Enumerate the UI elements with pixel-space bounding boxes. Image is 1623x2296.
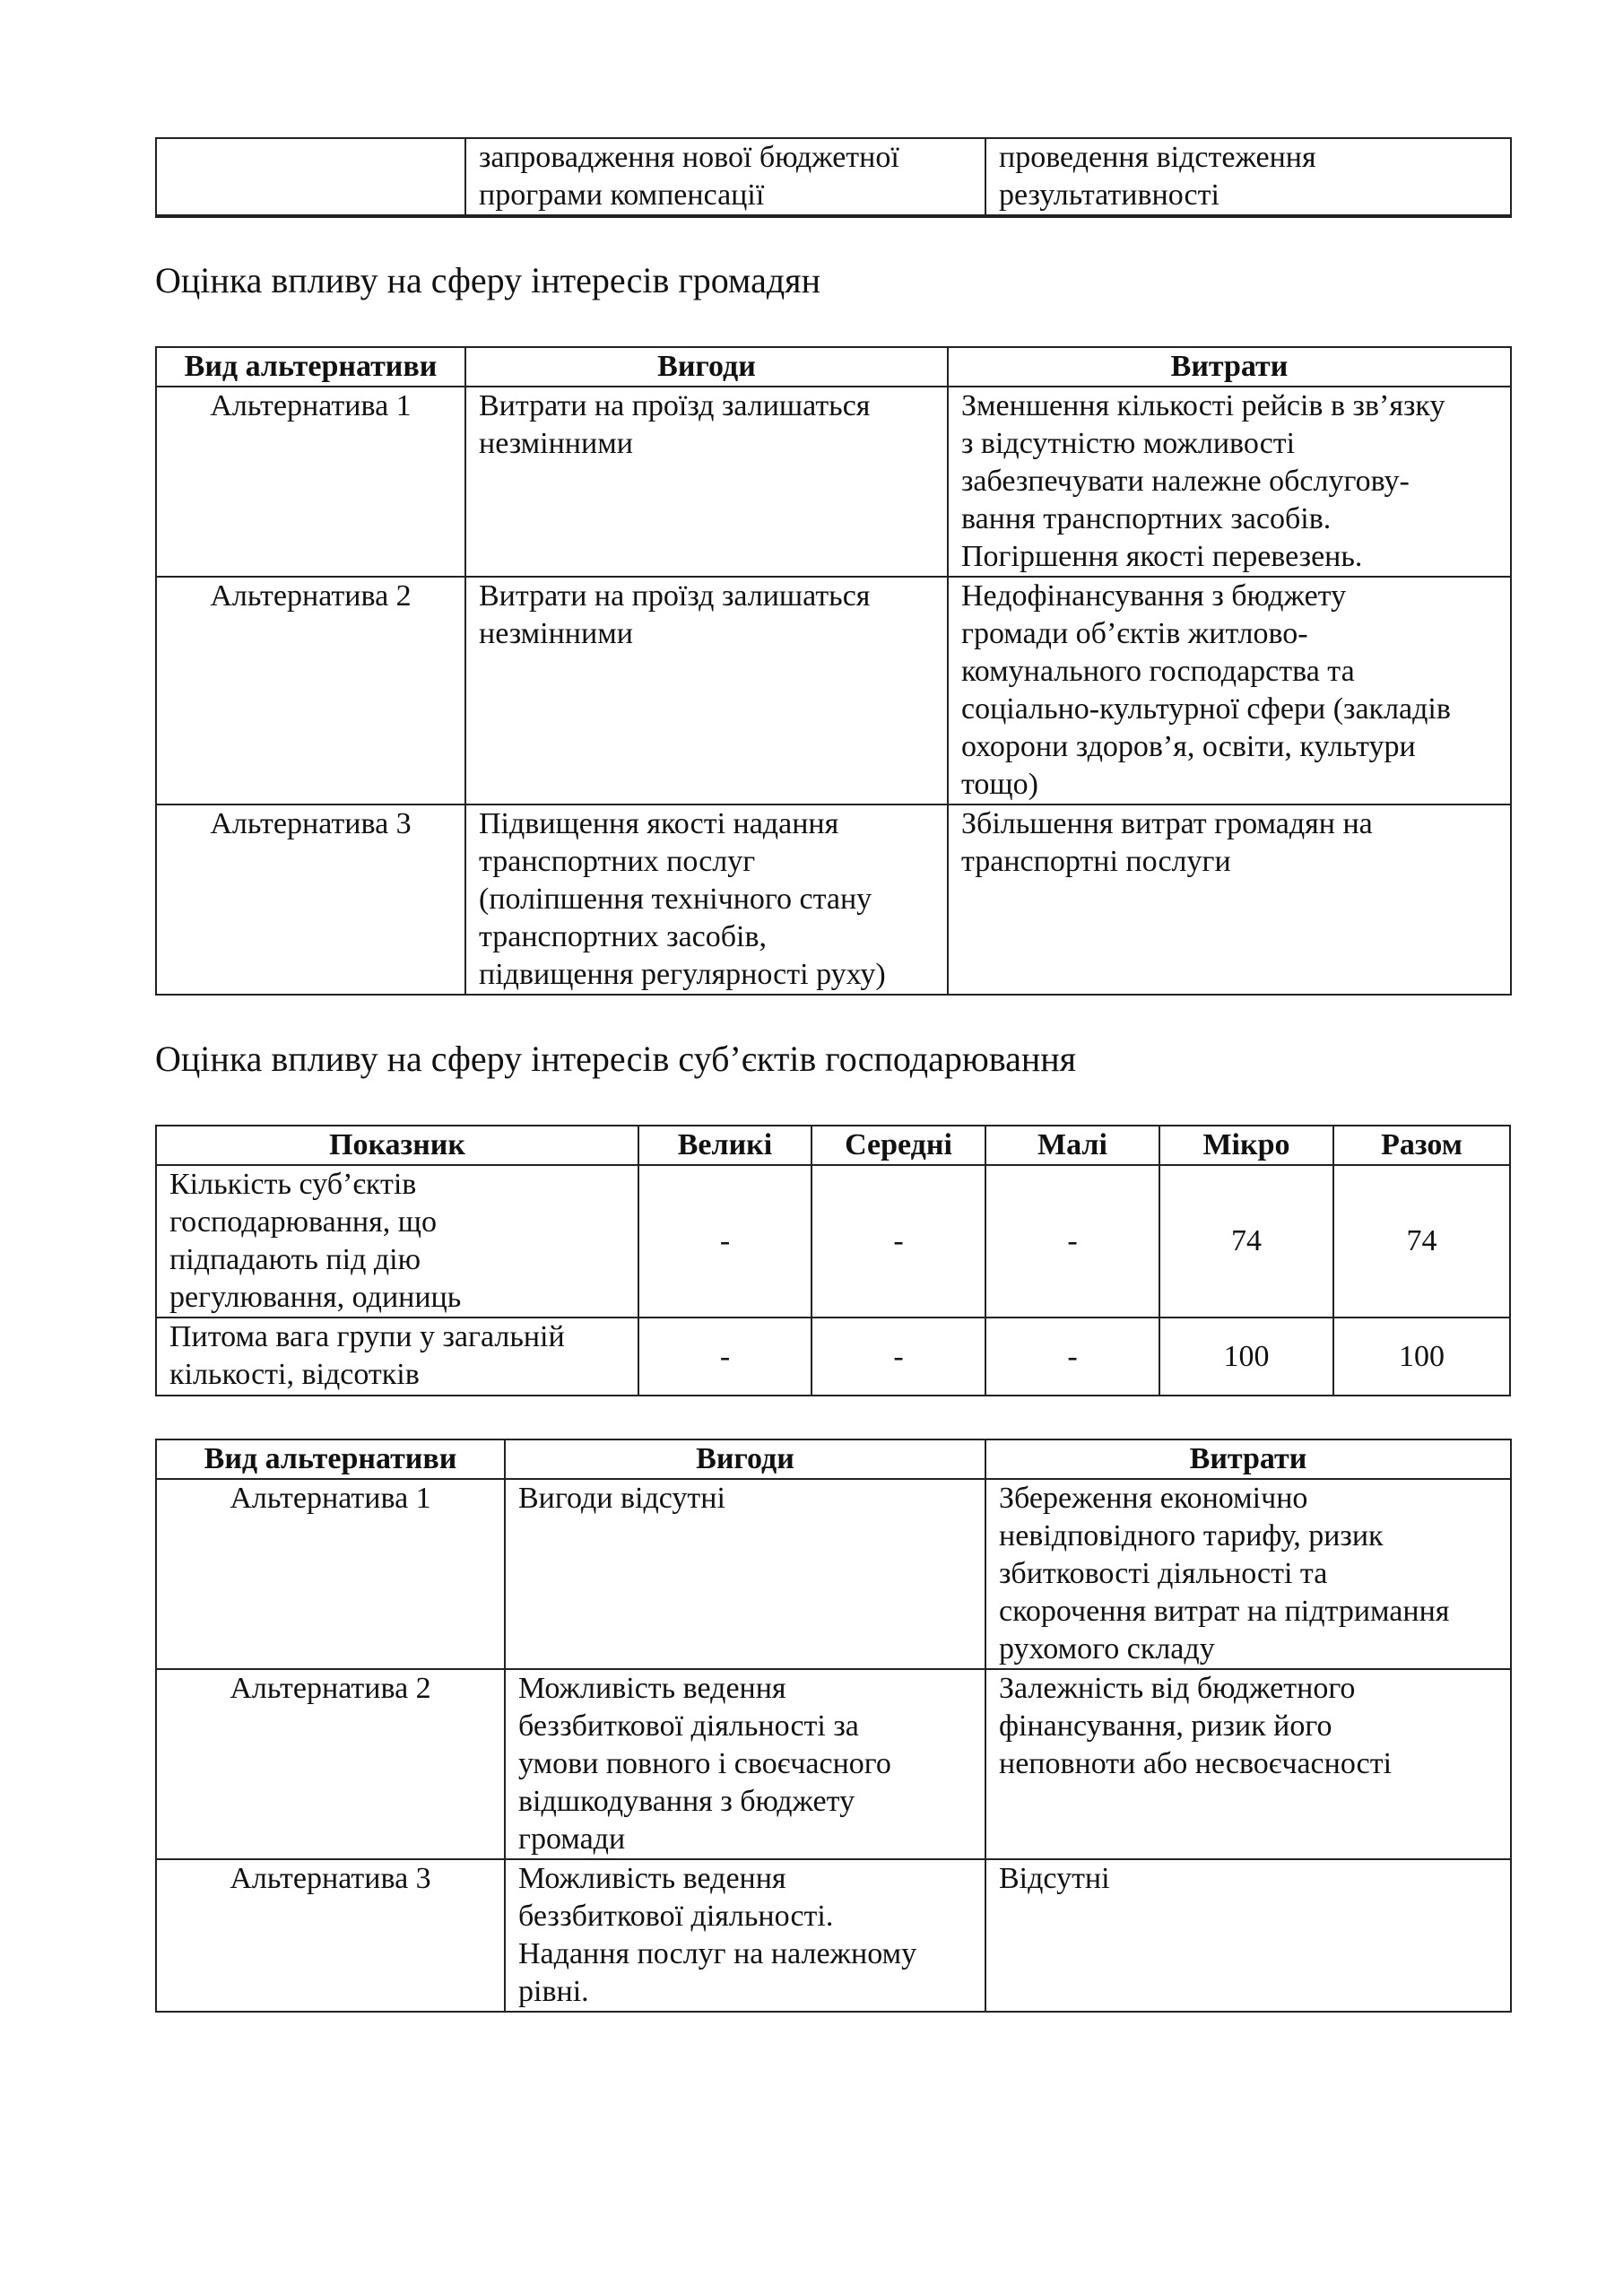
alternative-label: Альтернатива 2 [156, 577, 465, 804]
cell-text: соціально-культурної сфери (закладів [961, 692, 1451, 726]
cell-text: кількості, відсотків [169, 1358, 420, 1391]
header-total: Разом [1333, 1126, 1510, 1165]
business-impact-table [155, 1439, 1512, 2013]
value-micro: 74 [1159, 1165, 1333, 1318]
value-medium: - [812, 1318, 985, 1396]
cell-text: транспортних засобів, [479, 920, 768, 953]
value-small: - [985, 1165, 1159, 1318]
benefits-cell [465, 387, 948, 577]
cell-text: фінансування, ризик його [999, 1709, 1332, 1743]
table-row [156, 138, 1511, 216]
table-row [156, 1318, 1510, 1396]
table-row [156, 1479, 1511, 1669]
cell-text: Вигоди відсутні [518, 1482, 725, 1515]
table-header-row [156, 1126, 1510, 1165]
cell-text: (поліпшення технічного стану [479, 883, 872, 916]
header-alternative-type: Вид альтернативи [156, 1439, 505, 1479]
cell-text: беззбиткової діяльності за [518, 1709, 859, 1743]
header-indicator: Показник [156, 1126, 638, 1165]
benefits-cell [465, 577, 948, 804]
cell-text: проведення відстеження [999, 141, 1316, 174]
value-micro: 100 [1159, 1318, 1333, 1396]
cell-text: Кількість суб’єктів [169, 1168, 417, 1201]
benefits-cell [505, 1669, 985, 1859]
header-costs: Витрати [948, 347, 1511, 387]
cell-text: беззбиткової діяльності. [518, 1900, 834, 1933]
header-large: Великі [638, 1126, 812, 1165]
section-heading-citizens: Оцінка впливу на сферу інтересів громадян [155, 260, 820, 300]
value-small: - [985, 1318, 1159, 1396]
cell-text: Зменшення кількості рейсів в зв’язку [961, 389, 1445, 422]
benefits-cell [505, 1859, 985, 2012]
table-header-row [156, 347, 1511, 387]
header-medium: Середні [812, 1126, 985, 1165]
cell-text: Залежність від бюджетного [999, 1672, 1356, 1705]
cell-text: умови повного і своєчасного [518, 1747, 891, 1780]
cell-text: Збільшення витрат громадян на [961, 807, 1373, 840]
cell-text: відшкодування з бюджету [518, 1785, 855, 1818]
cell-text: регулювання, одиниць [169, 1281, 462, 1314]
cell-text: комунального господарства та [961, 655, 1355, 688]
cell-text: незмінними [479, 617, 633, 650]
header-small: Малі [985, 1126, 1159, 1165]
citizens-impact-table [155, 346, 1512, 996]
business-indicator-table [155, 1125, 1511, 1396]
table-header-row [156, 1439, 1511, 1479]
cell-text: програми компенсації [479, 178, 765, 212]
cell-text: охорони здоров’я, освіти, культури [961, 730, 1416, 763]
value-large: - [638, 1318, 812, 1396]
top-continuation-table [155, 137, 1512, 218]
cell-text: забезпечувати належне обслугову- [961, 465, 1410, 498]
cell-text: рівні. [518, 1975, 589, 2008]
cell-text: Недофінансування з бюджету [961, 579, 1347, 613]
cell-text: збитковості діяльності та [999, 1557, 1328, 1590]
cell-text: вання транспортних засобів. [961, 502, 1332, 535]
section-heading-business: Оцінка впливу на сферу інтересів суб’єктів господарювання [155, 1039, 1077, 1079]
header-costs: Витрати [985, 1439, 1511, 1479]
alternative-label: Альтернатива 3 [156, 1859, 505, 2012]
alternative-label: Альтернатива 2 [156, 1669, 505, 1859]
value-total: 74 [1333, 1165, 1510, 1318]
cell-text: з відсутністю можливості [961, 427, 1296, 460]
cell-text: Погіршення якості перевезень. [961, 540, 1363, 573]
cell-text: господарювання, що [169, 1205, 437, 1239]
cell-text: Відсутні [999, 1862, 1110, 1895]
cell-text: невідповідного тарифу, ризик [999, 1519, 1384, 1552]
header-alternative-type: Вид альтернативи [156, 347, 465, 387]
alternative-label: Альтернатива 3 [156, 804, 465, 995]
table-cell-monitoring [985, 138, 1511, 216]
cell-text: Надання послуг на належному [518, 1937, 917, 1970]
cell-text: тощо) [961, 768, 1038, 801]
costs-cell [985, 1479, 1511, 1669]
cell-text: запровадження нової бюджетної [479, 141, 899, 174]
cell-text: Питома вага групи у загальній [169, 1320, 565, 1353]
header-benefits: Вигоди [505, 1439, 985, 1479]
cell-text: результативності [999, 178, 1219, 212]
cell-text: скорочення витрат на підтримання [999, 1595, 1450, 1628]
indicator-label [156, 1318, 638, 1396]
value-total: 100 [1333, 1318, 1510, 1396]
table-row [156, 1859, 1511, 2012]
cell-text: Збереження економічно [999, 1482, 1308, 1515]
costs-cell [948, 804, 1511, 995]
cell-text: Можливість ведення [518, 1862, 786, 1895]
costs-cell [948, 577, 1511, 804]
alternative-label: Альтернатива 1 [156, 1479, 505, 1669]
header-benefits: Вигоди [465, 347, 948, 387]
benefits-cell [465, 804, 948, 995]
costs-cell [985, 1669, 1511, 1859]
cell-text: Можливість ведення [518, 1672, 786, 1705]
table-row [156, 387, 1511, 577]
value-medium: - [812, 1165, 985, 1318]
value-large: - [638, 1165, 812, 1318]
cell-text: транспортних послуг [479, 845, 756, 878]
table-row [156, 1669, 1511, 1859]
costs-cell [985, 1859, 1511, 2012]
table-row [156, 804, 1511, 995]
benefits-cell [505, 1479, 985, 1669]
cell-text: підпадають під дію [169, 1243, 421, 1276]
costs-cell [948, 387, 1511, 577]
table-cell-empty [156, 138, 465, 216]
table-row [156, 577, 1511, 804]
cell-text: транспортні послуги [961, 845, 1231, 878]
cell-text: Підвищення якості надання [479, 807, 839, 840]
cell-text: неповноти або несвоєчасності [999, 1747, 1393, 1780]
cell-text: незмінними [479, 427, 633, 460]
cell-text: громади [518, 1822, 626, 1856]
cell-text: рухомого складу [999, 1632, 1215, 1665]
table-cell-measure [465, 138, 985, 216]
cell-text: підвищення регулярності руху) [479, 958, 886, 991]
cell-text: Витрати на проїзд залишаться [479, 579, 871, 613]
cell-text: Витрати на проїзд залишаться [479, 389, 871, 422]
alternative-label: Альтернатива 1 [156, 387, 465, 577]
cell-text: громади об’єктів житлово- [961, 617, 1308, 650]
indicator-label [156, 1165, 638, 1318]
table-row [156, 1165, 1510, 1318]
header-micro: Мікро [1159, 1126, 1333, 1165]
